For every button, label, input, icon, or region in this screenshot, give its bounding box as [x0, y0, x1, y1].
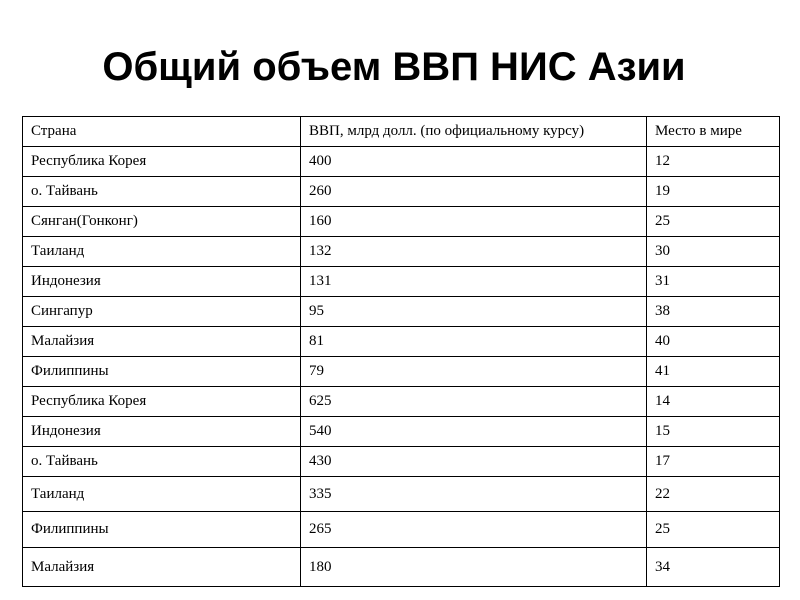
cell-rank: 19 — [647, 177, 780, 207]
header-country: Страна — [23, 117, 301, 147]
table-header-row — [23, 117, 780, 147]
cell-country: о. Тайвань — [23, 177, 301, 207]
table-row — [23, 387, 780, 417]
cell-gdp: 95 — [301, 297, 647, 327]
table-row — [23, 267, 780, 297]
table-row — [23, 447, 780, 477]
cell-country: Филиппины — [23, 512, 301, 548]
table-row — [23, 477, 780, 512]
cell-country: Индонезия — [23, 417, 301, 447]
cell-rank: 34 — [647, 548, 780, 587]
cell-rank: 22 — [647, 477, 780, 512]
cell-country: Таиланд — [23, 237, 301, 267]
cell-rank: 17 — [647, 447, 780, 477]
header-rank: Место в мире — [647, 117, 780, 147]
header-gdp: ВВП, млрд долл. (по официальному курсу) — [301, 117, 647, 147]
cell-gdp: 625 — [301, 387, 647, 417]
table-row — [23, 417, 780, 447]
cell-country: Республика Корея — [23, 147, 301, 177]
cell-country: Республика Корея — [23, 387, 301, 417]
cell-rank: 25 — [647, 512, 780, 548]
cell-gdp: 400 — [301, 147, 647, 177]
cell-gdp: 132 — [301, 237, 647, 267]
table-row — [23, 512, 780, 548]
cell-rank: 41 — [647, 357, 780, 387]
cell-country: Индонезия — [23, 267, 301, 297]
table-row — [23, 147, 780, 177]
table-row — [23, 237, 780, 267]
table-row — [23, 548, 780, 587]
cell-gdp: 81 — [301, 327, 647, 357]
cell-rank: 30 — [647, 237, 780, 267]
cell-gdp: 260 — [301, 177, 647, 207]
table-row — [23, 357, 780, 387]
cell-gdp: 430 — [301, 447, 647, 477]
cell-gdp: 131 — [301, 267, 647, 297]
cell-country: Малайзия — [23, 548, 301, 587]
cell-country: о. Тайвань — [23, 447, 301, 477]
cell-gdp: 180 — [301, 548, 647, 587]
cell-gdp: 540 — [301, 417, 647, 447]
cell-gdp: 335 — [301, 477, 647, 512]
table-row — [23, 207, 780, 237]
table-row — [23, 327, 780, 357]
gdp-table — [22, 116, 780, 587]
cell-rank: 14 — [647, 387, 780, 417]
slide-title: Общий объем ВВП НИС Азии — [102, 45, 686, 89]
gdp-table-body — [23, 117, 780, 587]
cell-gdp: 160 — [301, 207, 647, 237]
cell-rank: 25 — [647, 207, 780, 237]
cell-country: Малайзия — [23, 327, 301, 357]
cell-rank: 12 — [647, 147, 780, 177]
cell-rank: 40 — [647, 327, 780, 357]
cell-gdp: 79 — [301, 357, 647, 387]
cell-country: Сянган(Гонконг) — [23, 207, 301, 237]
cell-gdp: 265 — [301, 512, 647, 548]
cell-country: Таиланд — [23, 477, 301, 512]
cell-rank: 15 — [647, 417, 780, 447]
cell-country: Филиппины — [23, 357, 301, 387]
cell-rank: 38 — [647, 297, 780, 327]
cell-rank: 31 — [647, 267, 780, 297]
table-row — [23, 177, 780, 207]
cell-country: Сингапур — [23, 297, 301, 327]
table-row — [23, 297, 780, 327]
